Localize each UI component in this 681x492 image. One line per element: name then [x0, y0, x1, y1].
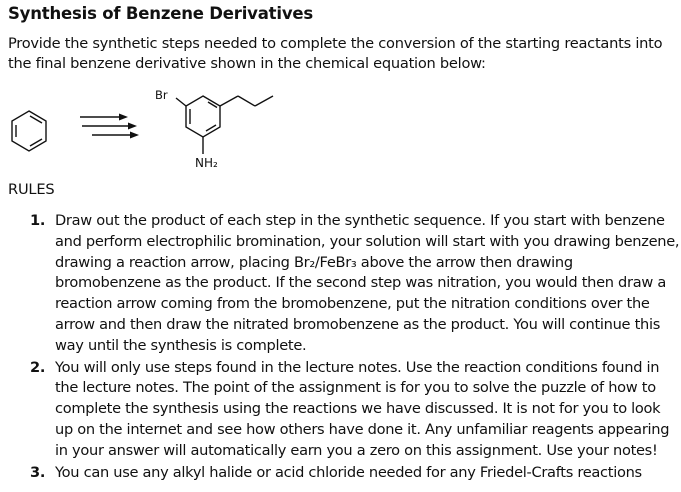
rule-number: 1.	[30, 212, 46, 229]
rules-list	[30, 211, 680, 484]
document-title: Synthesis of Benzene Derivatives	[8, 4, 313, 23]
rule-item	[30, 211, 680, 357]
bromo-substituent-label: Br	[155, 88, 168, 102]
rule-item	[30, 463, 680, 484]
rule-item	[30, 358, 680, 462]
rule-text: You can use any alkyl halide or acid chloride needed for any Friedel-Crafts reactions	[55, 463, 642, 481]
rule-number: 3.	[30, 463, 46, 481]
benzene-structure	[12, 111, 46, 151]
rule-text: You will only use steps found in the lecture notes. Use the reaction conditions found in the lecture notes. The point of the assignment is for you to solve the puzzle of how to complete the synthesis using the reactions we have discussed. It is not for you to look up on the internet and see how others have done it. Any unfamiliar reagents appearing in your answer will automatically earn you a zero on this assignment. Use your notes!	[55, 358, 670, 459]
rule-text: Draw out the product of each step in the synthetic sequence. If you start with benzene and perform electrophilic bromination, your solution will start with you drawing benzene, drawing a reaction arrow, placing Br₂/FeBr₃ above the arrow then drawing bromobenzene as the product. If the second step was nitration, you would then draw a reaction arrow coming from the bromobenzene, put the nitration conditions over the arrow and then draw the nitrated bromobenzene as the product. You will continue this way until the synthesis is complete.	[55, 212, 680, 354]
rules-heading: RULES	[8, 181, 55, 198]
reaction-scheme	[0, 86, 330, 176]
instructions-paragraph: Provide the synthetic steps needed to complete the conversion of the starting reactants into the final benzene derivative shown in the chemical equation below:	[8, 35, 663, 72]
amino-substituent-label: NH₂	[195, 156, 218, 170]
product-structure	[176, 96, 273, 154]
rule-number: 2.	[30, 358, 46, 376]
multistep-reaction-arrow	[80, 114, 139, 139]
